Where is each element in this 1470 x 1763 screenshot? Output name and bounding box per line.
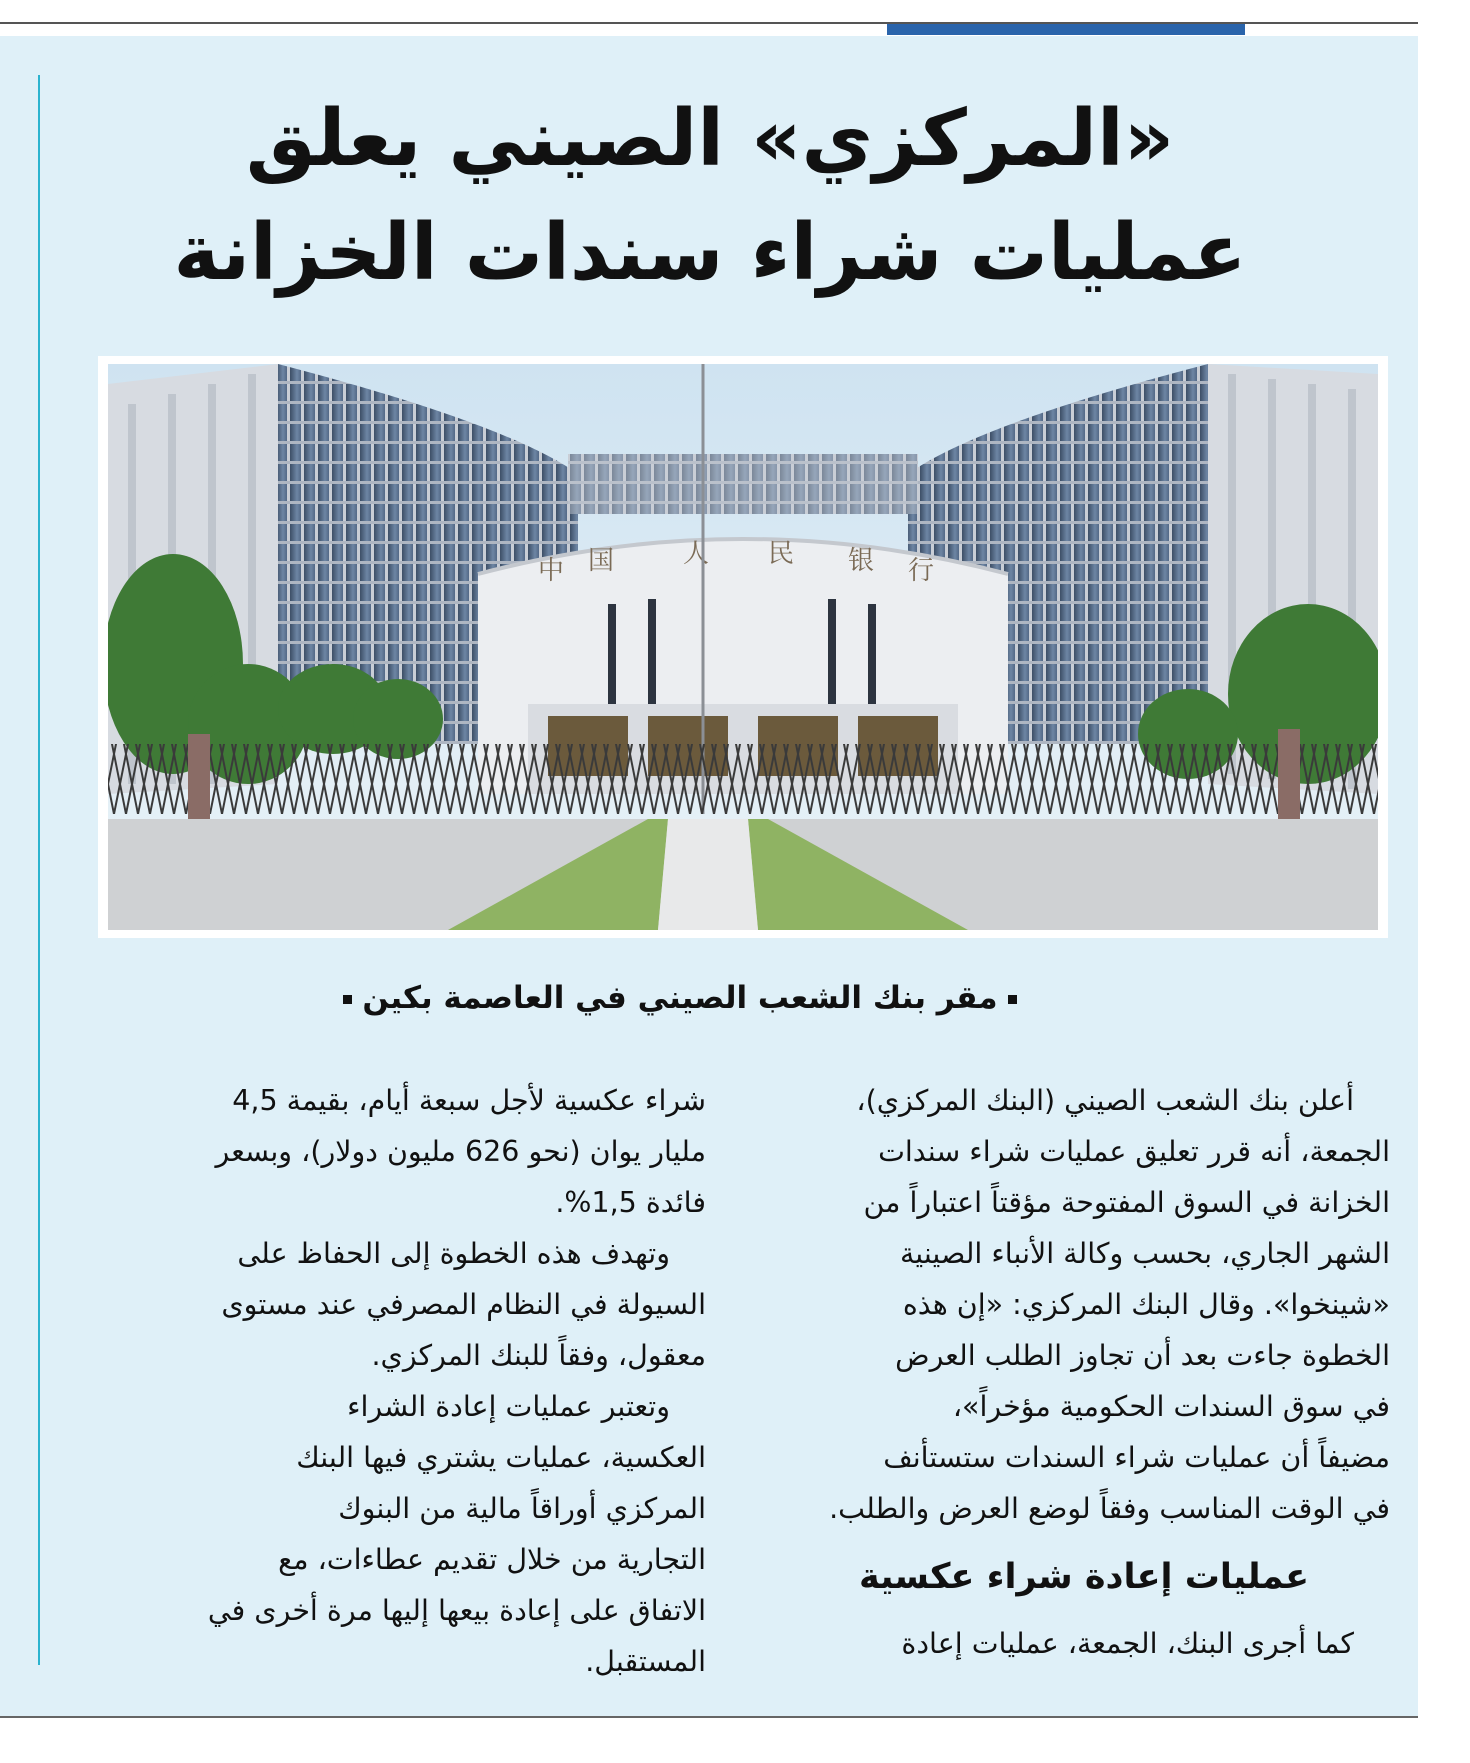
paragraph-line: الخطوة جاءت بعد أن تجاوز الطلب العرض bbox=[895, 1339, 1390, 1372]
paragraph-line: في سوق السندات الحكومية مؤخراً»، bbox=[952, 1390, 1390, 1423]
caption-text: مقر بنك الشعب الصيني في العاصمة بكين bbox=[362, 980, 998, 1016]
paragraph-line: الشهر الجاري، بحسب وكالة الأنباء الصينية bbox=[899, 1237, 1390, 1270]
paragraph-line: وتعتبر عمليات إعادة الشراء bbox=[347, 1390, 670, 1423]
article-photo bbox=[98, 356, 1388, 938]
central-bank-building-image bbox=[108, 364, 1378, 930]
column-margin-line bbox=[38, 75, 40, 1665]
paragraph-line: معقول، وفقاً للبنك المركزي. bbox=[371, 1339, 706, 1372]
bottom-rule bbox=[0, 1716, 1418, 1718]
svg-text:中: 中 bbox=[538, 556, 565, 586]
paragraph-line: في الوقت المناسب وفقاً لوضع العرض والطلب. bbox=[829, 1492, 1390, 1525]
svg-text:人: 人 bbox=[683, 539, 710, 569]
headline bbox=[120, 82, 1300, 310]
bullet-square-icon bbox=[1008, 995, 1017, 1004]
paragraph-line: العكسية، عمليات يشتري فيها البنك bbox=[296, 1441, 706, 1474]
bullet-square-icon bbox=[343, 995, 352, 1004]
paragraph-line: وتهدف هذه الخطوة إلى الحفاظ على bbox=[237, 1237, 670, 1270]
photo-caption bbox=[160, 980, 1200, 1016]
paragraph-line: الجمعة، أنه قرر تعليق عمليات شراء سندات bbox=[878, 1135, 1390, 1168]
svg-text:民: 民 bbox=[768, 539, 795, 569]
article-column-left bbox=[100, 1075, 706, 1687]
paragraph-line: التجارية من خلال تقديم عطاءات، مع bbox=[278, 1543, 706, 1576]
paragraph-line: السيولة في النظام المصرفي عند مستوى bbox=[221, 1288, 706, 1321]
section-accent-bar bbox=[887, 24, 1245, 35]
paragraph-line: الخزانة في السوق المفتوحة مؤقتاً اعتباراً من bbox=[863, 1186, 1390, 1219]
paragraph-line: الاتفاق على إعادة بيعها إليها مرة أخرى في bbox=[207, 1594, 706, 1627]
svg-text:国: 国 bbox=[588, 546, 615, 576]
paragraph-line: أعلن بنك الشعب الصيني (البنك المركزي)، bbox=[856, 1084, 1354, 1117]
svg-text:银: 银 bbox=[848, 546, 875, 576]
paragraph-line: مليار يوان (نحو 626 مليون دولار)، وبسعر bbox=[215, 1135, 706, 1168]
paragraph-line: كما أجرى البنك، الجمعة، عمليات إعادة bbox=[901, 1627, 1354, 1660]
svg-text:行: 行 bbox=[908, 556, 935, 586]
paragraph-line: مضيفاً أن عمليات شراء السندات ستستأنف bbox=[883, 1441, 1390, 1474]
paragraph-line: شراء عكسية لأجل سبعة أيام، بقيمة 4,5 bbox=[232, 1084, 706, 1117]
article-column-right bbox=[778, 1075, 1390, 1669]
section-subheading: عمليات إعادة شراء عكسية bbox=[859, 1557, 1309, 1597]
headline-line-1: «المركزي» الصيني يعلق bbox=[245, 94, 1175, 184]
paragraph-line: فائدة 1,5%. bbox=[555, 1186, 706, 1219]
headline-line-2: عمليات شراء سندات الخزانة bbox=[173, 208, 1247, 298]
paragraph-line: المستقبل. bbox=[585, 1645, 706, 1678]
paragraph-line: المركزي أوراقاً مالية من البنوك bbox=[338, 1492, 706, 1525]
paragraph-line: «شينخوا». وقال البنك المركزي: «إن هذه bbox=[902, 1288, 1390, 1321]
